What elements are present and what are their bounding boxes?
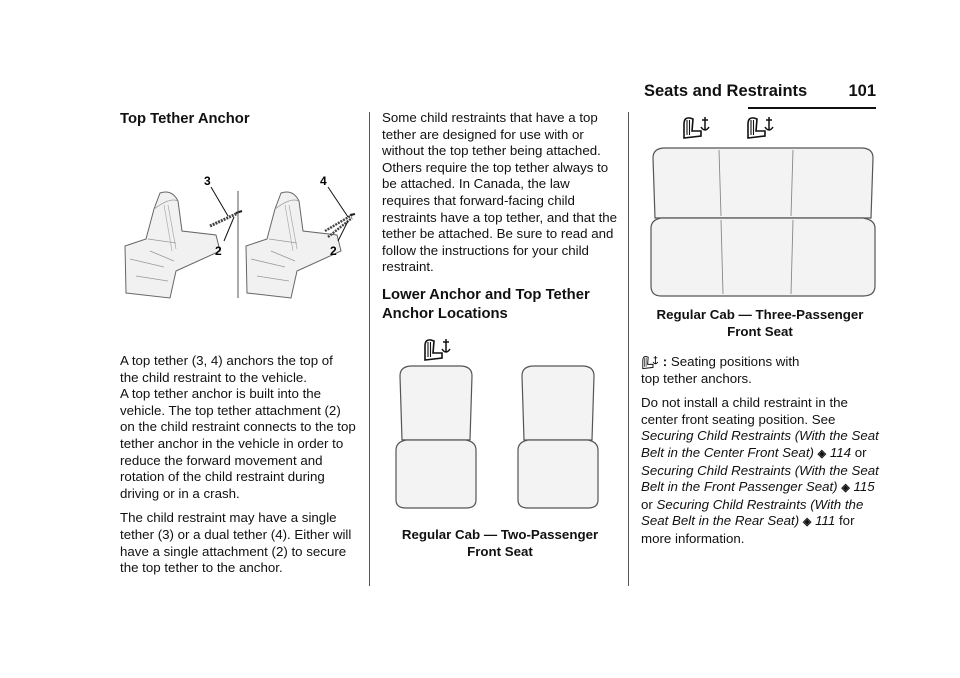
left-bucket-seat — [396, 366, 476, 508]
column-divider-2 — [628, 112, 629, 586]
right-bucket-seat — [518, 366, 598, 508]
callout-2-right: 2 — [330, 244, 337, 258]
para-top-tether-definition: A top tether (3, 4) anchors the top of the child restraint to the vehicle. — [120, 353, 333, 385]
tether-anchor-legend-icon — [641, 354, 659, 370]
header-rule — [748, 107, 876, 109]
page-ref-arrow-icon: ◈ — [817, 447, 827, 460]
section-title: Seats and Restraints — [644, 82, 808, 100]
legend-top-tether: : Seating positions with top tether anchors. — [641, 354, 800, 386]
tether-anchor-symbol-left-icon — [684, 117, 709, 138]
heading-anchor-locations: Lower Anchor and Top Tether Anchor Locations — [382, 286, 590, 322]
heading-top-tether-anchor: Top Tether Anchor — [120, 111, 250, 127]
xref-front-passenger-seat[interactable]: Securing Child Restraints (With the Seat Belt in the Front Passenger Seat) — [641, 462, 879, 495]
tether-anchor-symbol-icon — [425, 339, 450, 360]
callout-3: 3 — [204, 174, 211, 188]
page-header — [630, 82, 876, 108]
xref-center-front-seat[interactable]: Securing Child Restraints (With the Seat Belt in the Center Front Seat) — [641, 428, 879, 460]
column-3 — [641, 110, 879, 556]
page-ref-114[interactable]: 114 — [829, 444, 852, 460]
page-number: 101 — [848, 82, 876, 100]
page-ref-111[interactable]: 111 — [815, 513, 836, 529]
para-single-dual-tether: The child restraint may have a single tether (3) or a dual tether (4). Either will have a single attachment (2) to secure the top tether to the anchor. — [120, 510, 352, 576]
three-passenger-seat-diagram — [641, 110, 879, 300]
column-divider-1 — [369, 112, 370, 586]
child-seat-single-tether — [125, 187, 242, 298]
child-seat-dual-tether — [246, 187, 355, 298]
bench-seat — [651, 148, 875, 296]
para-top-tether-anchor: A top tether anchor is built into the vehicle. The top tether attachment (2) on the child restraint connects to the top tether anchor in the vehicle in order to reduce the forward movement and rotation of the child restraint during driving or in a crash. — [120, 386, 356, 501]
callout-4: 4 — [320, 174, 327, 188]
tether-illustration — [120, 131, 356, 303]
two-passenger-seat-diagram — [382, 332, 618, 522]
para-center-seat-warning: Do not install a child restraint in the center front seating position. See Securing Child Restraints (With the Seat Belt in the Center Front Seat) ◈ 114 or Securing Child Restraints (With the Seat Belt in the Front Passenger Seat) ◈ 115 or Securing Child Restraints (With the Seat Belt in the Rear Seat) ◈ 111 for more information. — [641, 395, 879, 546]
callout-2-left: 2 — [215, 244, 222, 258]
page-ref-arrow-icon: ◈ — [802, 516, 812, 529]
column-2 — [382, 110, 618, 560]
page-ref-arrow-icon: ◈ — [841, 482, 850, 495]
tether-anchor-symbol-center-icon — [748, 117, 773, 138]
column-1 — [120, 110, 356, 585]
xref-rear-seat[interactable]: Securing Child Restraints (With the Seat Belt in the Rear Seat) — [641, 496, 864, 529]
para-child-restraints: Some child restraints that have a top tether are designed for use with or without the top tether being attached. Others require the top tether always to be attached. In Canada, the law requires that forward-facing child restraints have a top tether, and that the tether be attached. Be sure to read and follow the instructions for your child restraint. — [382, 110, 618, 275]
page-ref-115[interactable]: 115 — [853, 479, 875, 495]
caption-three-passenger: Regular Cab — Three-Passenger Front Seat — [656, 307, 864, 339]
caption-two-passenger: Regular Cab — Two-Passenger Front Seat — [401, 526, 599, 559]
